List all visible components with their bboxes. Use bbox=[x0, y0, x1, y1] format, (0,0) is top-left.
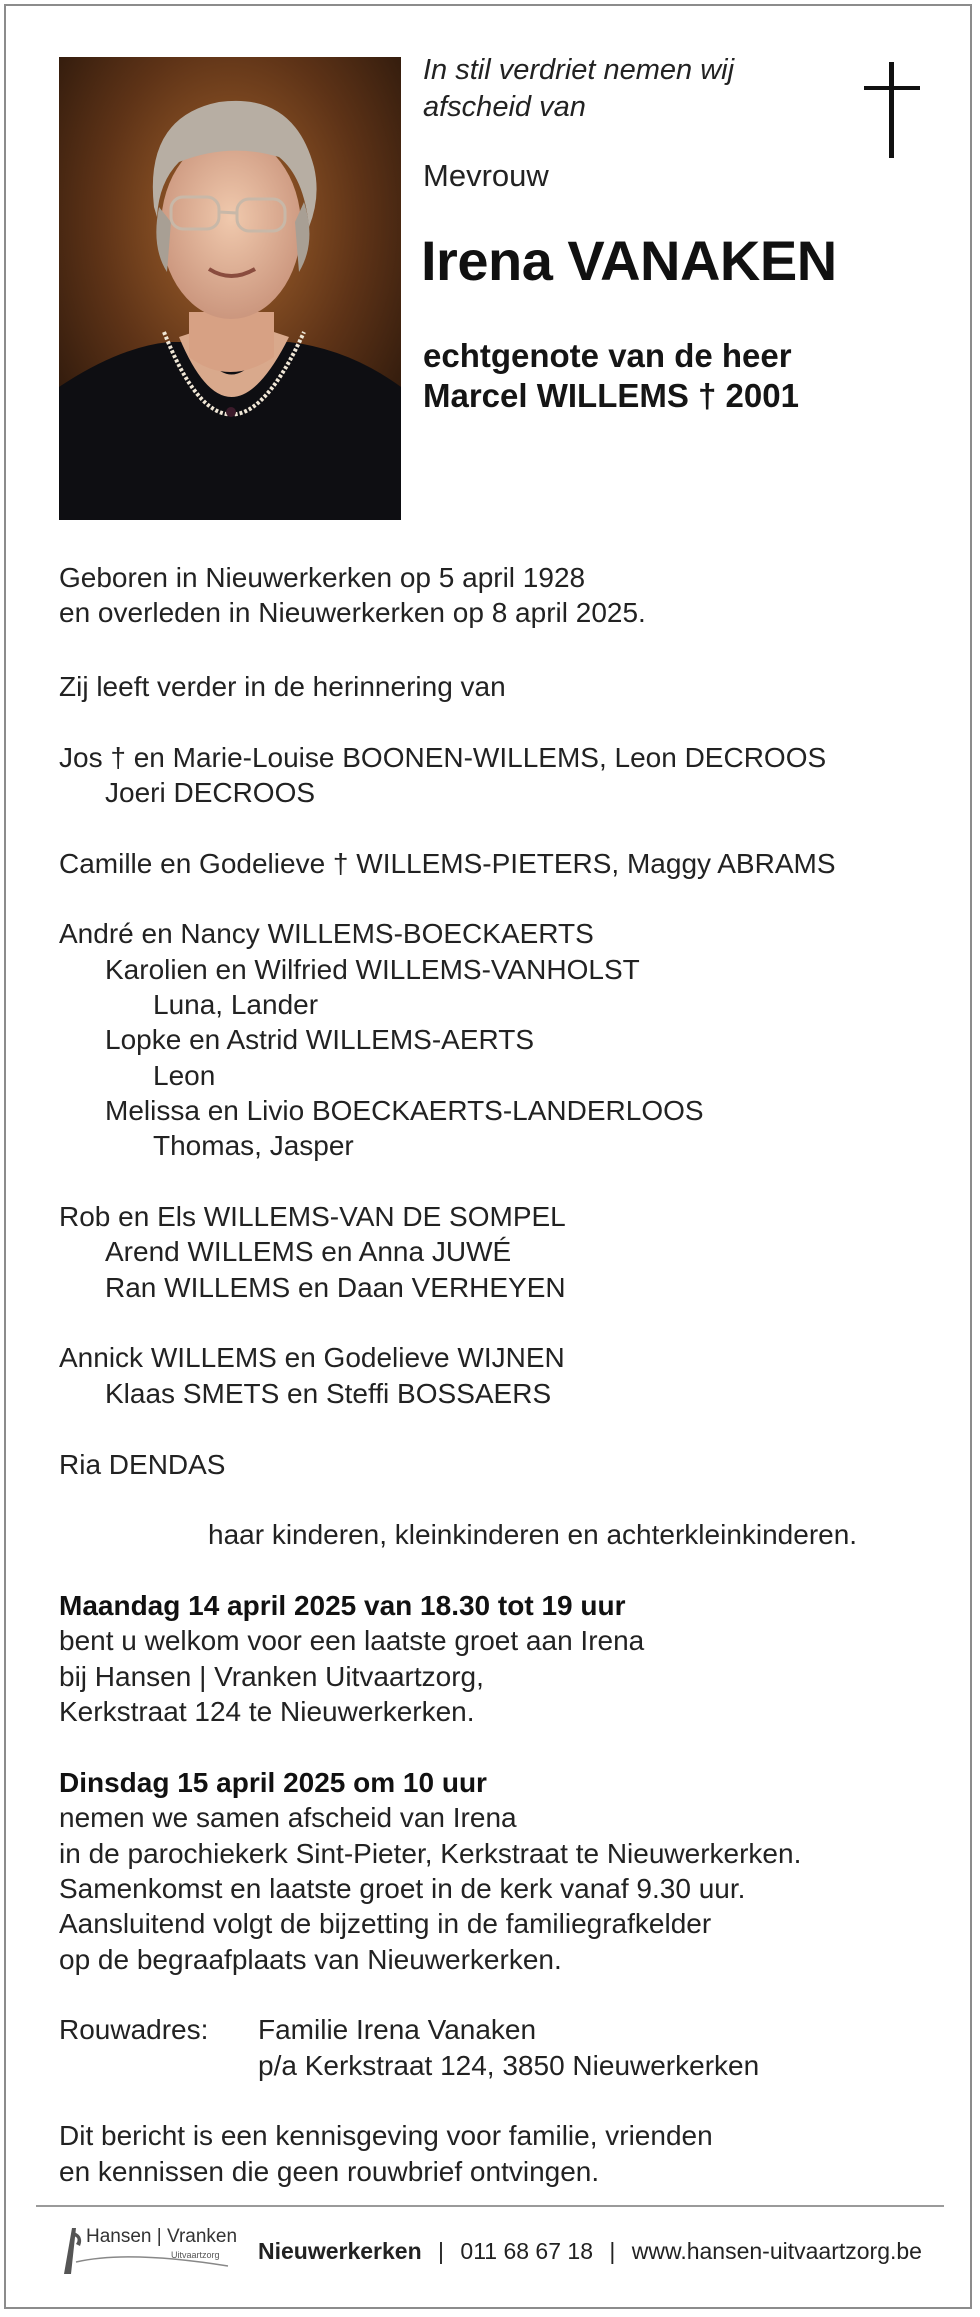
footer-contact bbox=[258, 2238, 922, 2265]
deceased-name: Irena VANAKEN bbox=[421, 229, 837, 292]
funeral-line: Aansluitend volgt de bijzetting in de familiegrafkelder bbox=[59, 1908, 712, 1939]
death-line: en overleden in Nieuwerkerken op 8 april 2025. bbox=[59, 597, 646, 628]
footer-divider bbox=[36, 2205, 944, 2207]
visitation-line: bij Hansen | Vranken Uitvaartzorg, bbox=[59, 1661, 484, 1692]
notice-line: en kennissen die geen rouwbrief ontvingen. bbox=[59, 2156, 600, 2187]
salutation: Mevrouw bbox=[423, 158, 549, 193]
funeral-line: in de parochiekerk Sint-Pieter, Kerkstraat te Nieuwerkerken. bbox=[59, 1838, 802, 1869]
family-line: Joeri DECROOS bbox=[105, 777, 316, 808]
visitation-line: Kerkstraat 124 te Nieuwerkerken. bbox=[59, 1696, 475, 1727]
footer-place: Nieuwerkerken bbox=[258, 2238, 422, 2264]
footer-separator: | bbox=[438, 2238, 445, 2264]
spouse-line: Marcel WILLEMS † 2001 bbox=[423, 377, 799, 414]
funeral-line: nemen we samen afscheid van Irena bbox=[59, 1802, 517, 1833]
notice-line: Dit bericht is een kennisgeving voor familie, vrienden bbox=[59, 2120, 713, 2151]
family-line: Luna, Lander bbox=[153, 989, 319, 1020]
address-label: Rouwadres: bbox=[59, 2014, 209, 2045]
funeral-heading: Dinsdag 15 april 2025 om 10 uur bbox=[59, 1767, 487, 1798]
intro-line: afscheid van bbox=[423, 91, 586, 123]
funeral-line: op de begraafplaats van Nieuwerkerken. bbox=[59, 1944, 562, 1975]
visitation-line: bent u welkom voor een laatste groet aan Irena bbox=[59, 1625, 645, 1656]
footer-separator: | bbox=[609, 2238, 616, 2264]
family-line: Camille en Godelieve † WILLEMS-PIETERS, Maggy ABRAMS bbox=[59, 848, 836, 879]
family-line: Thomas, Jasper bbox=[153, 1130, 354, 1161]
intro-line: In stil verdriet nemen wij bbox=[423, 54, 735, 86]
family-line: Rob en Els WILLEMS-VAN DE SOMPEL bbox=[59, 1201, 566, 1232]
family-line: Ria DENDAS bbox=[59, 1449, 226, 1480]
portrait-photo bbox=[59, 57, 401, 520]
address-line: p/a Kerkstraat 124, 3850 Nieuwerkerken bbox=[258, 2050, 760, 2081]
funeral-line: Samenkomst en laatste groet in de kerk vanaf 9.30 uur. bbox=[59, 1873, 746, 1904]
family-line: Leon bbox=[153, 1060, 216, 1091]
address-line: Familie Irena Vanaken bbox=[258, 2014, 537, 2045]
family-line: Karolien en Wilfried WILLEMS-VANHOLST bbox=[105, 954, 640, 985]
family-line: Arend WILLEMS en Anna JUWÉ bbox=[105, 1236, 512, 1267]
family-line: Lopke en Astrid WILLEMS-AERTS bbox=[105, 1024, 534, 1055]
intro-text bbox=[423, 52, 843, 126]
logo-wordmark: Hansen | Vranken bbox=[86, 2226, 238, 2247]
family-line: Annick WILLEMS en Godelieve WIJNEN bbox=[59, 1342, 565, 1373]
logo-subtitle: Uitvaartzorg bbox=[171, 2250, 220, 2260]
family-line: André en Nancy WILLEMS-BOECKAERTS bbox=[59, 918, 594, 949]
footer-website-link[interactable]: www.hansen-uitvaartzorg.be bbox=[631, 2238, 922, 2264]
family-line: Ran WILLEMS en Daan VERHEYEN bbox=[105, 1272, 566, 1303]
footer-phone[interactable]: 011 68 67 18 bbox=[460, 2238, 593, 2264]
family-line: Melissa en Livio BOECKAERTS-LANDERLOOS bbox=[105, 1095, 704, 1126]
visitation-heading: Maandag 14 april 2025 van 18.30 tot 19 uur bbox=[59, 1590, 626, 1621]
family-line: Jos † en Marie-Louise BOONEN-WILLEMS, Leon DECROOS bbox=[59, 742, 827, 773]
portrait-illustration bbox=[59, 57, 401, 520]
birth-line: Geboren in Nieuwerkerken op 5 april 1928 bbox=[59, 562, 586, 593]
spouse-info bbox=[423, 336, 923, 416]
spouse-line: echtgenote van de heer bbox=[423, 337, 792, 374]
memory-intro: Zij leeft verder in de herinnering van bbox=[59, 671, 506, 702]
family-line: Klaas SMETS en Steffi BOSSAERS bbox=[105, 1378, 552, 1409]
cross-icon bbox=[862, 60, 922, 160]
family-closing: haar kinderen, kleinkinderen en achterkleinkinderen. bbox=[208, 1519, 858, 1550]
